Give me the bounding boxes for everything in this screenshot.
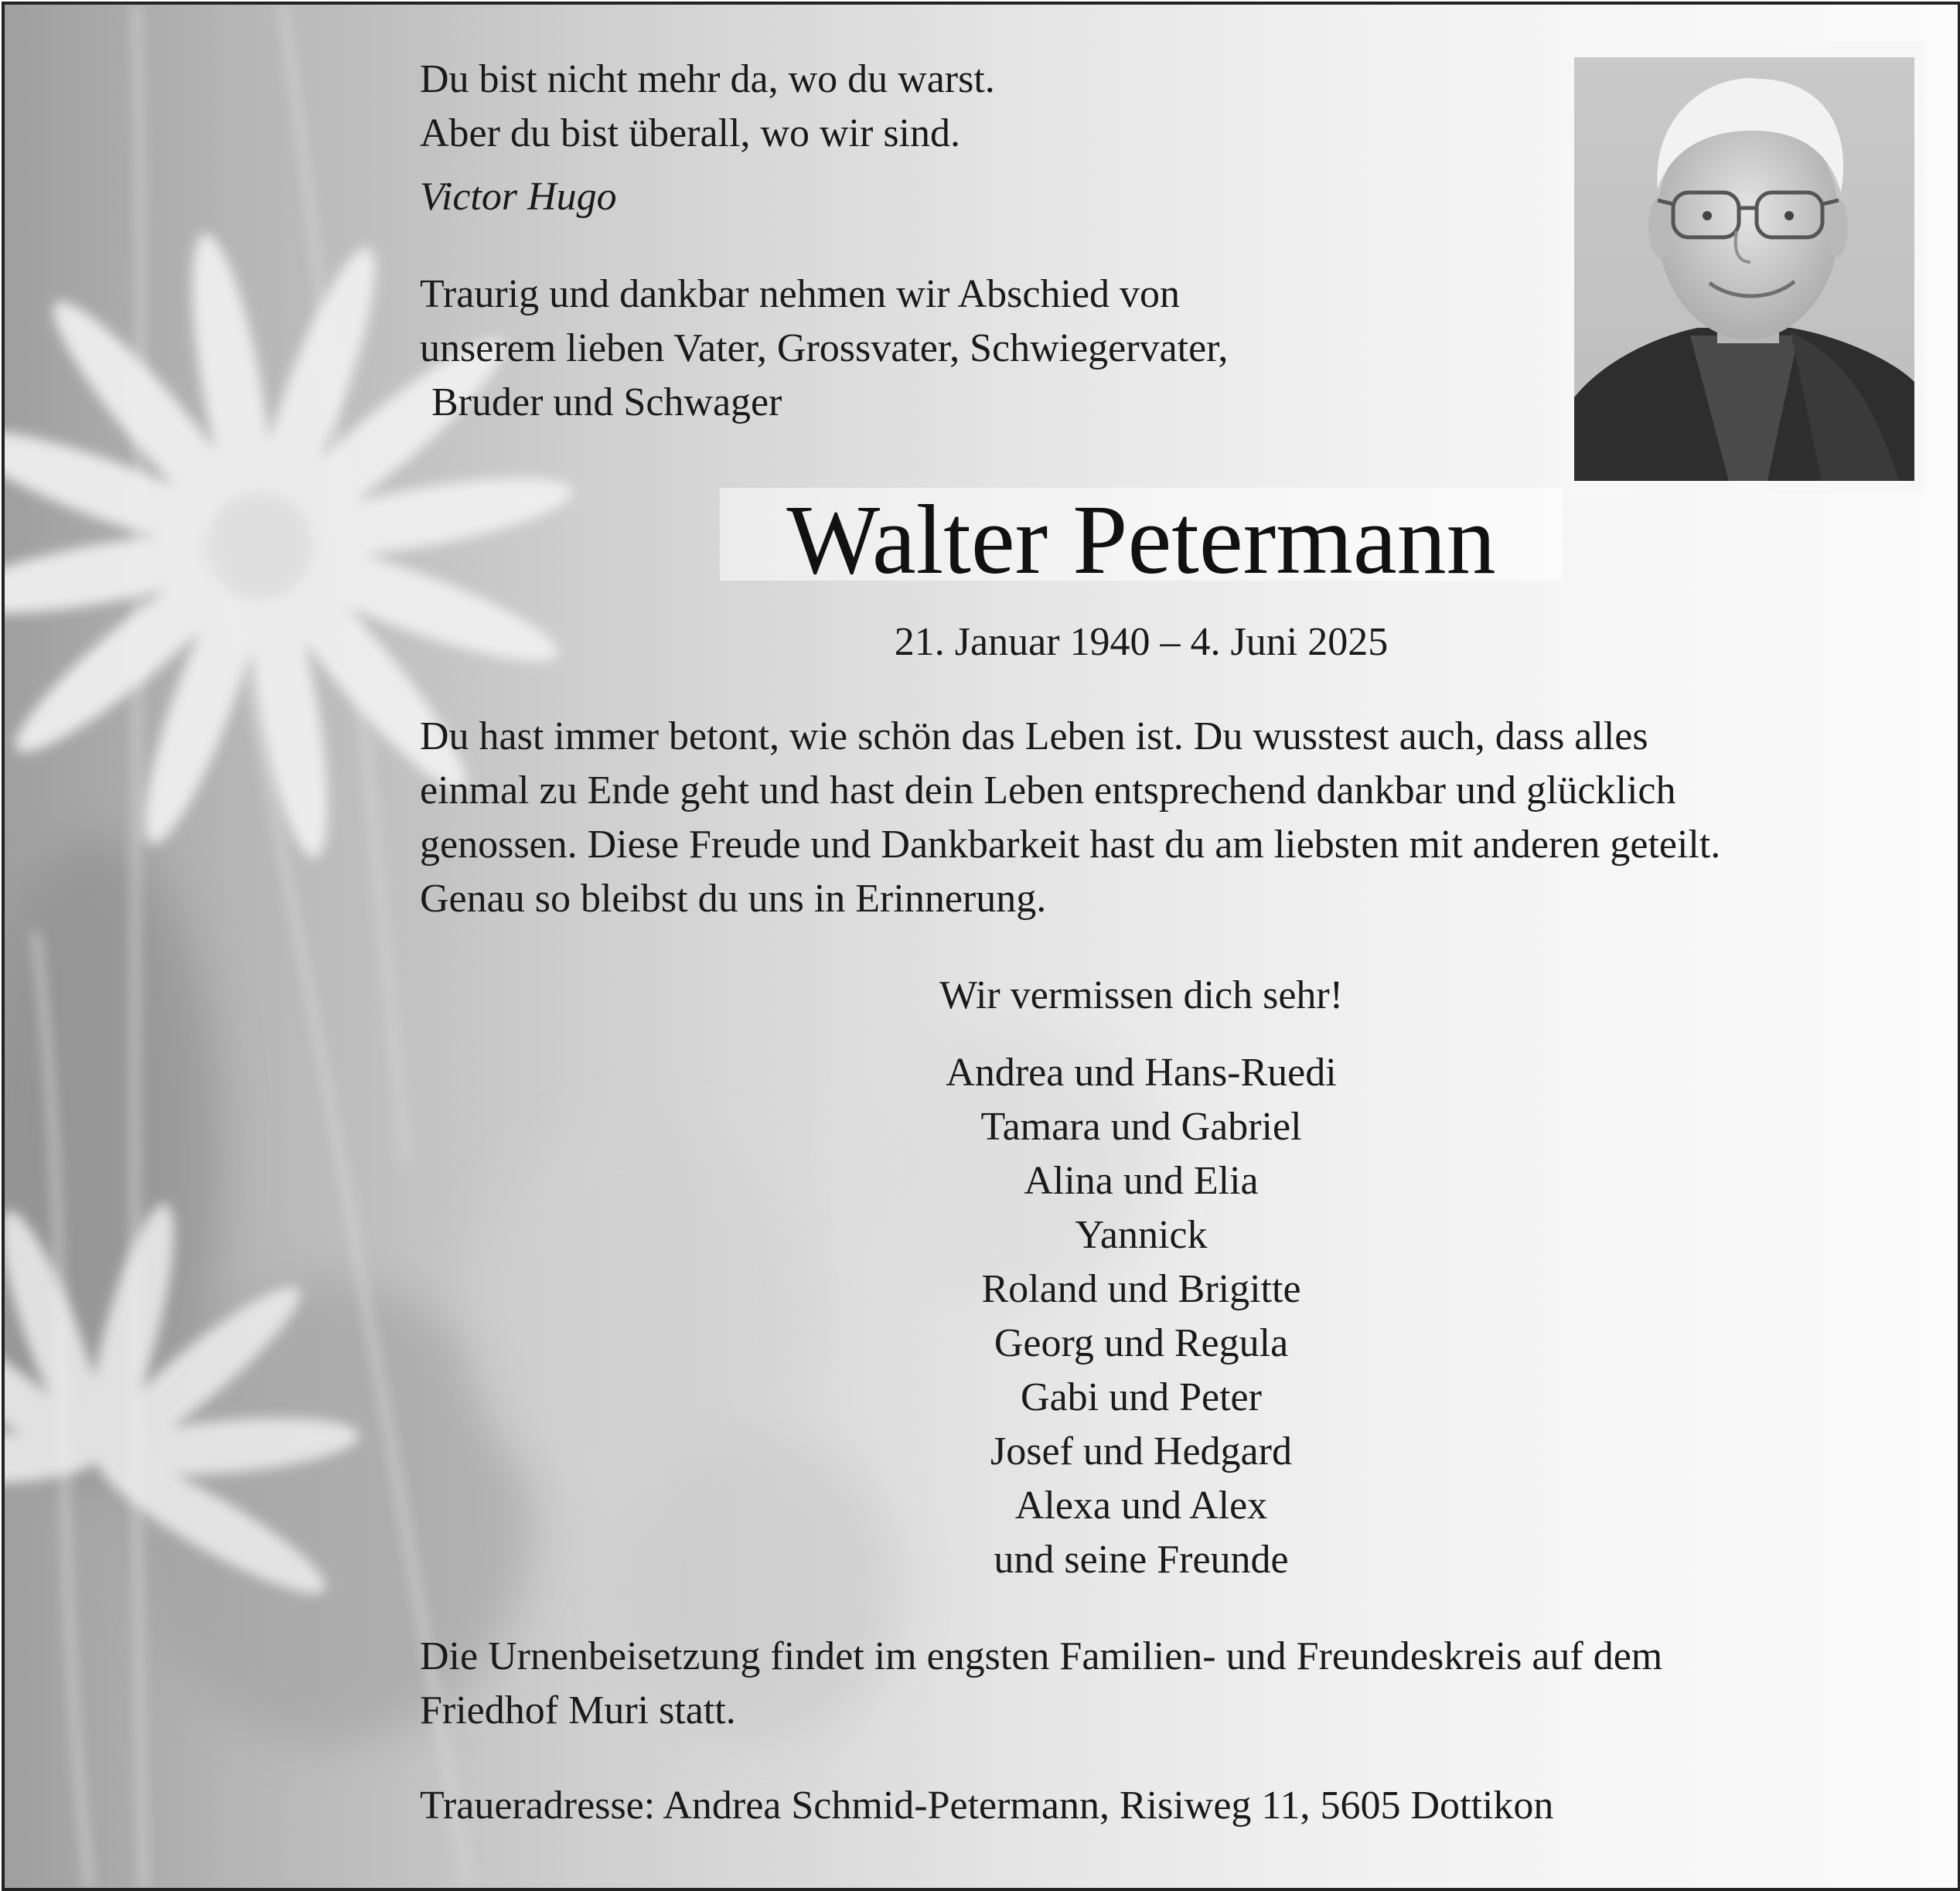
family-member: Josef und Hedgard bbox=[990, 1429, 1292, 1474]
family-member: Georg und Regula bbox=[994, 1321, 1289, 1365]
family-member: Gabi und Peter bbox=[1021, 1375, 1262, 1419]
burial-line-1: Die Urnenbeisetzung findet im engsten Familien- und Freundeskreis auf dem bbox=[420, 1634, 1663, 1678]
obituary-card bbox=[2, 2, 1960, 1891]
tribute-line-1: Du hast immer betont, wie schön das Leben ist. Du wusstest auch, dass alles bbox=[420, 714, 1648, 758]
family-member: Tamara und Gabriel bbox=[980, 1105, 1302, 1149]
portrait-photo bbox=[1574, 57, 1914, 481]
family-list bbox=[778, 1046, 1505, 1587]
family-member: Andrea und Hans-Ruedi bbox=[946, 1051, 1337, 1095]
tribute-line-2: einmal zu Ende geht und hast dein Leben entsprechend dankbar und glücklich bbox=[420, 768, 1676, 813]
closing-line: Wir vermissen dich sehr! bbox=[939, 973, 1344, 1017]
intro-line-1: Traurig und dankbar nehmen wir Abschied von bbox=[420, 272, 1181, 316]
intro-line-2: unserem lieben Vater, Grossvater, Schwiegervater, bbox=[420, 326, 1229, 370]
burial-line-2: Friedhof Muri statt. bbox=[420, 1688, 736, 1733]
quote-line-1: Du bist nicht mehr da, wo du warst. bbox=[420, 57, 995, 101]
intro-line-3: Bruder und Schwager bbox=[431, 380, 782, 424]
quote-line-2: Aber du bist überall, wo wir sind. bbox=[420, 111, 961, 155]
family-member: Roland und Brigitte bbox=[981, 1267, 1301, 1311]
tribute-line-4: Genau so bleibst du uns in Erinnerung. bbox=[420, 877, 1047, 921]
family-member: Yannick bbox=[1075, 1213, 1208, 1257]
life-dates: 21. Januar 1940 – 4. Juni 2025 bbox=[894, 620, 1389, 664]
mourning-address: Traueradresse: Andrea Schmid-Petermann, Risiweg 11, 5605 Dottikon bbox=[420, 1784, 1554, 1828]
quote-author: Victor Hugo bbox=[420, 175, 617, 219]
family-member: Alina und Elia bbox=[1024, 1159, 1259, 1203]
family-member: und seine Freunde bbox=[994, 1538, 1289, 1582]
family-member: Alexa und Alex bbox=[1014, 1484, 1268, 1528]
tribute-line-3: genossen. Diese Freude und Dankbarkeit hast du am liebsten mit anderen geteilt. bbox=[420, 823, 1721, 867]
deceased-name: Walter Petermann bbox=[786, 485, 1496, 595]
